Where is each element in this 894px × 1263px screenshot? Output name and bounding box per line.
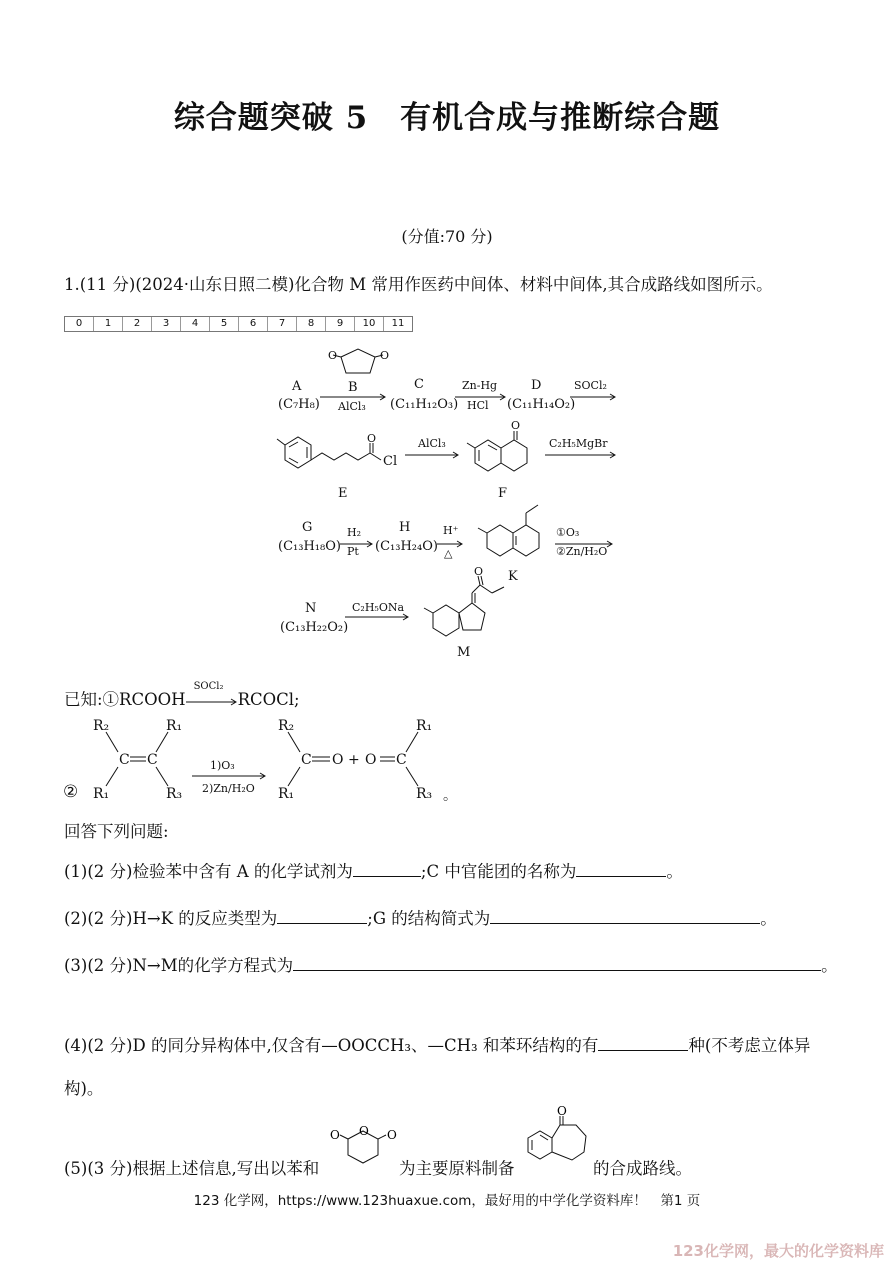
q1-2-text-c: 。 — [760, 909, 777, 928]
ring-m-six — [433, 605, 459, 636]
reagent-zn-h2o: ②Zn/H₂O — [556, 545, 608, 558]
answer-blank[interactable] — [598, 1034, 688, 1051]
label-g: G — [302, 520, 313, 535]
ruler-tick: 3 — [152, 317, 181, 331]
known2-end: 。 — [443, 788, 457, 804]
formula-a: (C₇H₈) — [278, 397, 320, 412]
question-1-5-a: (5)(3 分)根据上述信息,写出以苯和 — [64, 1159, 320, 1178]
ring-m-five — [459, 603, 485, 630]
label-a: A — [292, 379, 302, 394]
reagent-socl2: SOCl₂ — [574, 379, 607, 392]
question-1-4 — [64, 1032, 810, 1056]
ruler-tick: 6 — [239, 317, 268, 331]
known2-plus: + — [348, 752, 360, 768]
known2-p-r3: R₃ — [416, 786, 433, 802]
ruler-tick: 8 — [297, 317, 326, 331]
question-1-4-cont: 构)。 — [64, 1079, 104, 1098]
ruler-tick: 2 — [123, 317, 152, 331]
known2-p-o1: O — [332, 752, 344, 768]
answer-blank[interactable] — [490, 907, 760, 924]
anhydride-o-left: O — [328, 349, 338, 362]
known2-step2: 2)Zn/H₂O — [202, 782, 255, 795]
ruler-tick: 9 — [326, 317, 355, 331]
reagent-hplus: H⁺ — [443, 524, 459, 537]
m-oxygen: O — [474, 565, 484, 578]
label-c: C — [414, 377, 424, 392]
ring-k-right — [513, 525, 539, 556]
f-oxygen: O — [511, 419, 521, 432]
anhydride-o-right: O — [380, 349, 390, 362]
known1-arrow — [186, 681, 238, 705]
known2-c1: C — [119, 752, 130, 768]
ruler-tick: 10 — [355, 317, 384, 331]
known2-p-r1: R₁ — [278, 786, 295, 802]
answer-blank[interactable] — [576, 860, 666, 877]
label-n: N — [305, 601, 317, 616]
reagent-zn-hg: Zn-Hg — [462, 379, 498, 392]
known2-number: ② — [63, 782, 79, 802]
watermark: 123化学网，最大的化学资料库 — [672, 1242, 884, 1260]
reagent-o3: ①O₃ — [556, 526, 580, 539]
question-1-5-b: 为主要原料制备 — [399, 1159, 515, 1178]
anhydride-o3: O — [387, 1128, 397, 1142]
known2-p-r1b: R₁ — [416, 718, 433, 734]
label-b: B — [348, 380, 358, 395]
question-1-intro: 1.(11 分)(2024·山东日照二模)化合物 M 常用作医药中间体、材料中间体,其合成路线如图所示。 — [64, 275, 773, 294]
question-1-2 — [64, 905, 777, 929]
ruler-tick: 0 — [65, 317, 94, 331]
q1-1-text-a: (1)(2 分)检验苯中含有 A 的化学试剂为 — [64, 862, 353, 881]
known2-r1: R₁ — [93, 786, 110, 802]
reagent-pt: Pt — [347, 545, 359, 558]
q1-1-text-b: ;C 中官能团的名称为 — [420, 862, 577, 881]
reagent-alcl3: AlCl₃ — [338, 400, 366, 413]
known-reaction-2 — [60, 712, 500, 804]
ruler-tick: 7 — [268, 317, 297, 331]
ruler-tick: 5 — [210, 317, 239, 331]
q1-2-text-b: ;G 的结构简式为 — [367, 909, 491, 928]
benzocycloheptanone-structure — [520, 1100, 600, 1170]
label-h: H — [399, 520, 411, 535]
reagent-etmgbr: C₂H₅MgBr — [549, 437, 608, 450]
known1-product: RCOCl; — [237, 690, 300, 709]
e-chlorine: Cl — [383, 454, 398, 469]
q1-3-text-b: 。 — [821, 956, 838, 975]
known2-p-c1: C — [301, 752, 312, 768]
known-reaction-1 — [64, 681, 300, 710]
known2-c2: C — [147, 752, 158, 768]
answer-blank[interactable] — [277, 907, 367, 924]
known2-r3: R₃ — [166, 786, 183, 802]
glutaric-anhydride-structure — [326, 1125, 406, 1175]
page-title: 综合题突破 5 有机合成与推断综合题 — [173, 100, 721, 136]
question-1-3 — [64, 952, 838, 976]
known2-step1: 1)O₃ — [210, 759, 235, 772]
known1-prefix: 已知:①RCOOH — [64, 690, 186, 709]
ruler-tick: 4 — [181, 317, 210, 331]
ruler — [64, 316, 413, 332]
reagent-hcl: HCl — [467, 399, 489, 412]
score-label: (分值:70 分) — [401, 227, 493, 246]
known2-p-c2: C — [396, 752, 407, 768]
question-1-5-c: 的合成路线。 — [593, 1159, 692, 1178]
answer-intro: 回答下列问题: — [64, 822, 169, 841]
q1-2-text-a: (2)(2 分)H→K 的反应类型为 — [64, 909, 278, 928]
question-1-1 — [64, 858, 683, 882]
reagent-h2: H₂ — [347, 526, 362, 539]
q1-1-text-c: 。 — [666, 862, 683, 881]
known2-p-r2: R₂ — [278, 718, 295, 734]
q1-3-text-a: (3)(2 分)N→M的化学方程式为 — [64, 956, 294, 975]
e-oxygen: O — [367, 432, 377, 445]
known2-p-o2: O — [365, 752, 377, 768]
ruler-tick: 1 — [94, 317, 123, 331]
anhydride-o2: O — [359, 1125, 369, 1138]
label-d: D — [531, 378, 542, 393]
ketone-oxygen: O — [557, 1104, 567, 1118]
answer-blank[interactable] — [353, 860, 421, 877]
label-k: K — [508, 569, 518, 584]
formula-d: (C₁₁H₁₄O₂) — [507, 397, 576, 412]
page-footer: 123 化学网，https://www.123huaxue.com，最好用的中学化学资料库！ 第1 页 — [193, 1193, 701, 1209]
known2-r1b: R₁ — [166, 718, 183, 734]
reagent-etona: C₂H₅ONa — [352, 601, 405, 614]
anhydride-o1: O — [330, 1128, 340, 1142]
known1-reagent: SOCl₂ — [193, 681, 224, 692]
formula-c: (C₁₁H₁₂O₃) — [390, 397, 459, 412]
q1-4-text-a: (4)(2 分)D 的同分异构体中,仅含有—OOCCH₃、—CH₃ 和苯环结构的有 — [64, 1036, 599, 1055]
label-m: M — [457, 645, 471, 660]
reagent-alcl3-2: AlCl₃ — [418, 437, 446, 450]
q1-4-text-b: 种(不考虑立体异 — [688, 1036, 811, 1055]
formula-h: (C₁₃H₂₄O) — [375, 539, 438, 554]
synthesis-scheme — [0, 335, 894, 665]
answer-blank[interactable] — [293, 954, 821, 971]
ring-k-left — [487, 525, 513, 556]
label-e: E — [338, 486, 348, 501]
anhydride-ring — [341, 349, 375, 373]
known2-r2: R₂ — [93, 718, 110, 734]
formula-n: (C₁₃H₂₂O₂) — [280, 620, 349, 635]
label-f: F — [498, 486, 508, 501]
condition-heat: △ — [444, 547, 453, 560]
ruler-tick: 11 — [391, 318, 405, 329]
formula-g: (C₁₃H₁₈O) — [278, 539, 341, 554]
